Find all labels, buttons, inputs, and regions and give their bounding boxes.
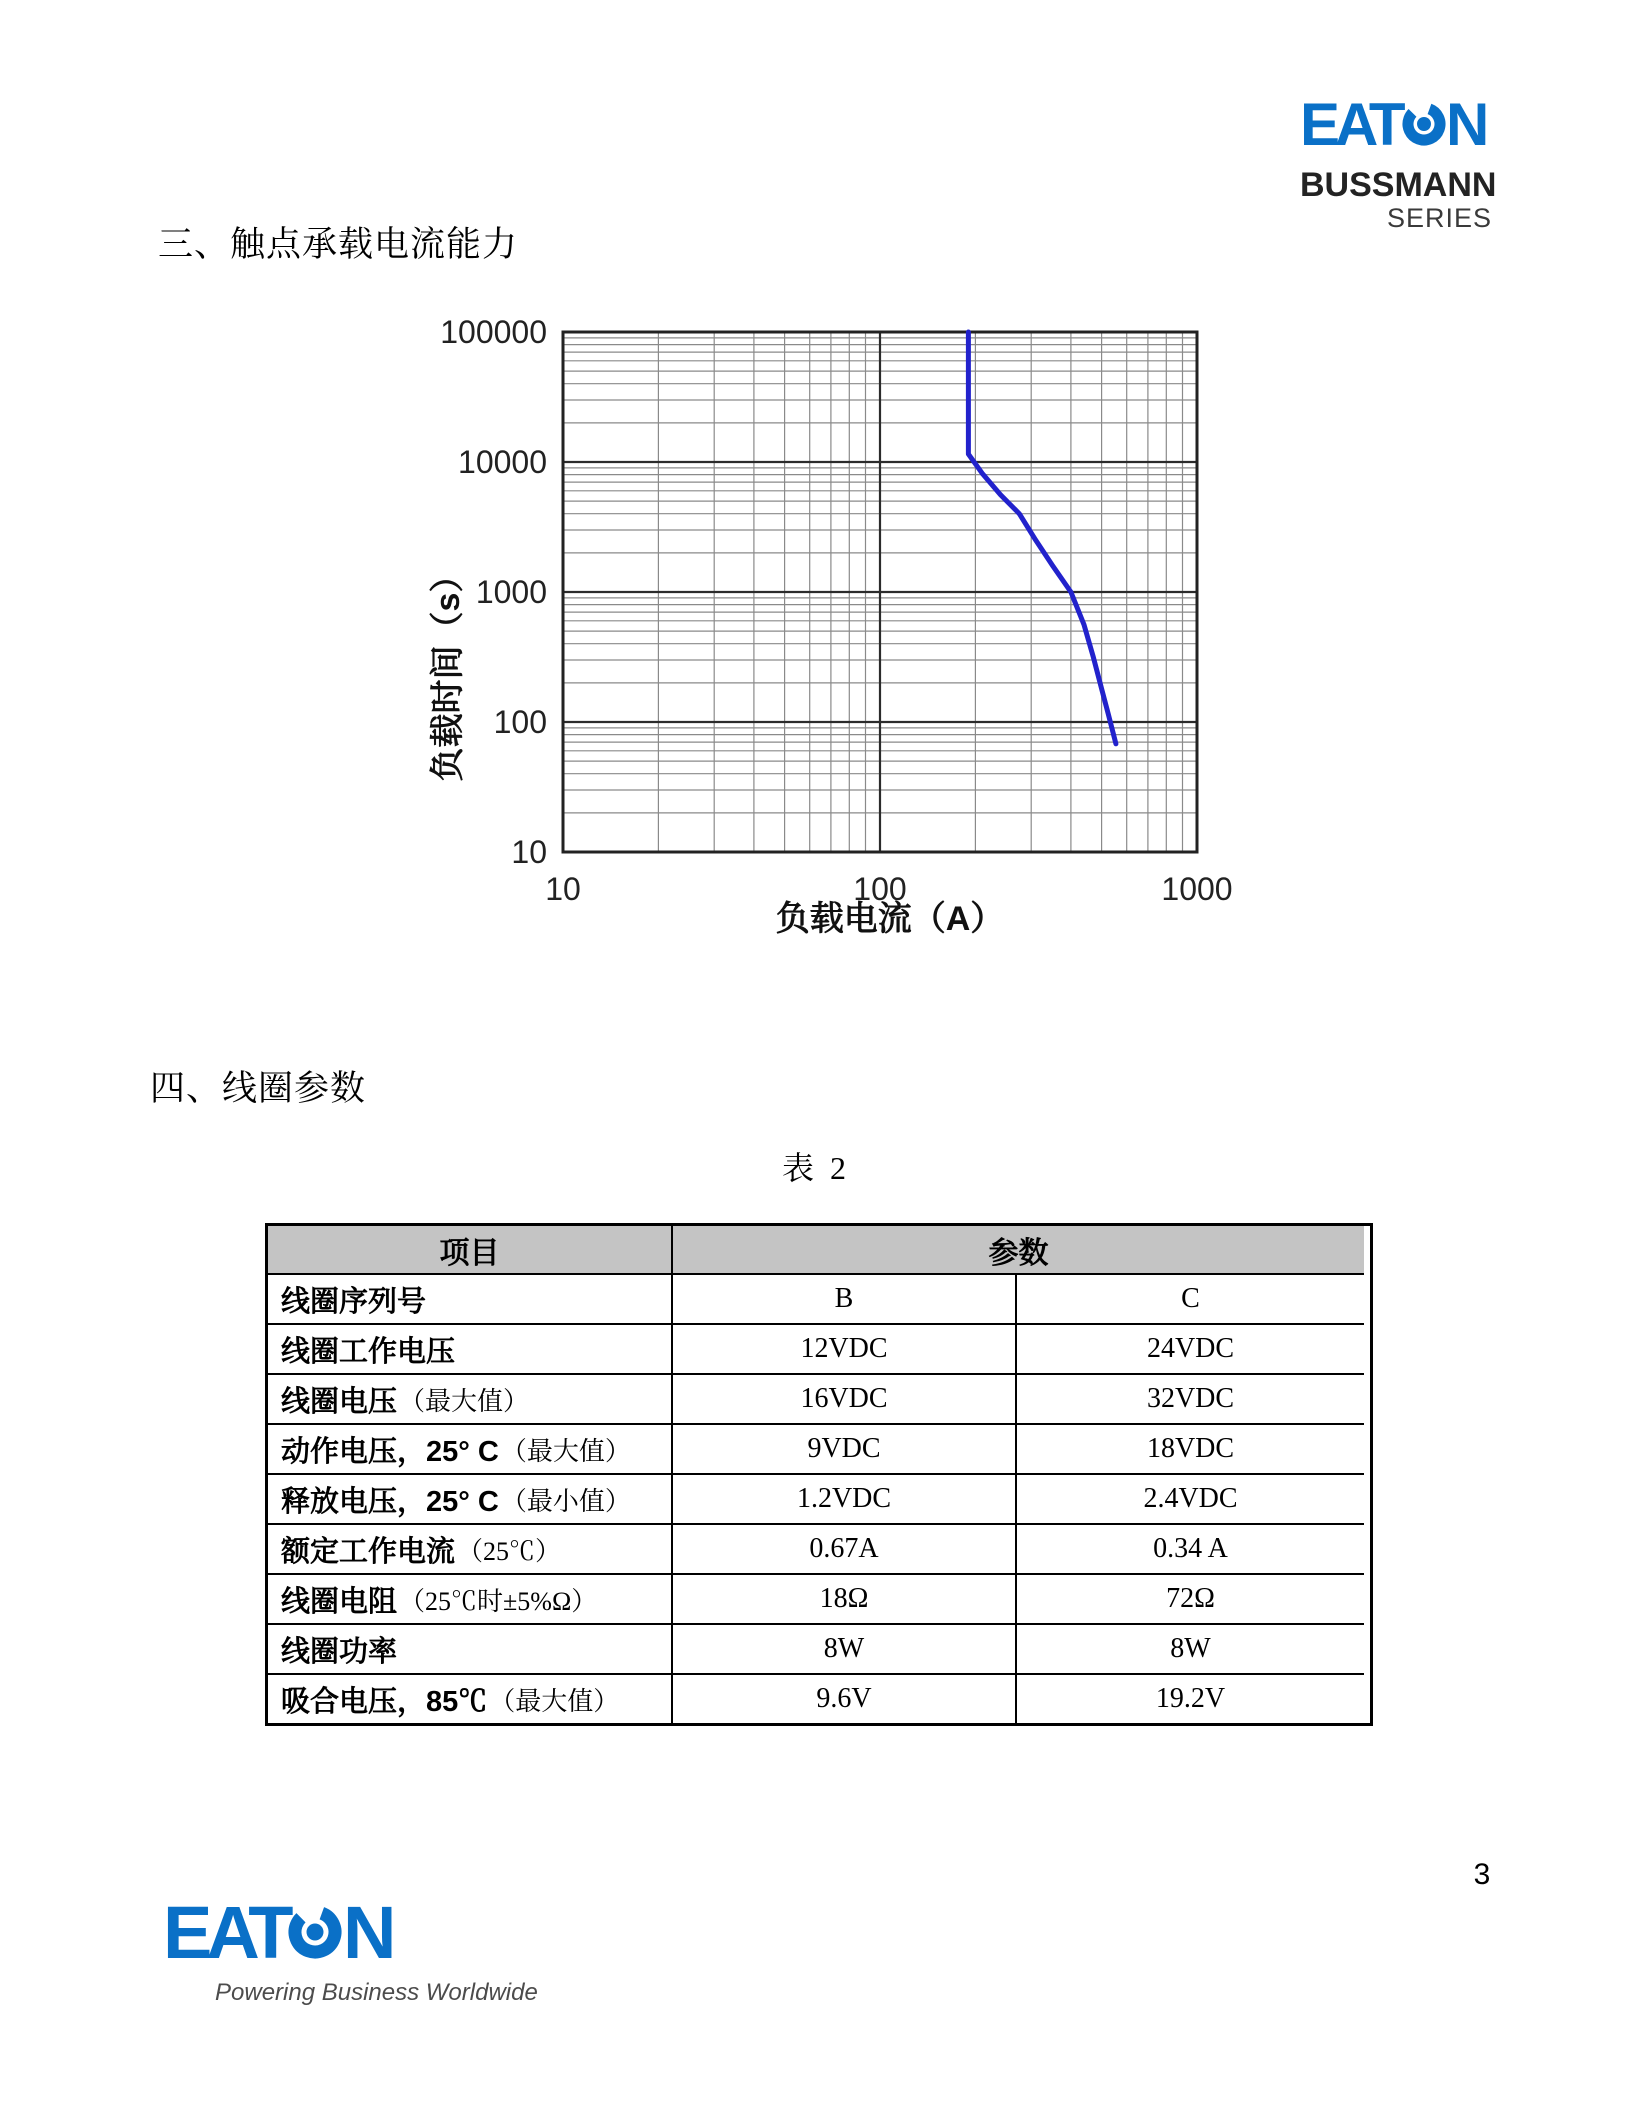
row-label-name: 线圈功率 xyxy=(281,1635,398,1668)
row-label-name: 线圈电压 xyxy=(281,1385,398,1418)
eaton-wordmark-right: N xyxy=(1446,95,1490,153)
value-coil-b: 0.67A xyxy=(671,1523,1015,1573)
value-coil-c: 72Ω xyxy=(1015,1573,1364,1623)
row-label-note: （25℃） xyxy=(457,1536,562,1566)
y-tick-label: 10000 xyxy=(458,444,547,480)
bussmann-label: BUSSMANN xyxy=(1300,166,1497,204)
eaton-footer-brand xyxy=(163,1896,538,2007)
x-axis-title: 负载电流（A） xyxy=(775,900,1005,938)
value-coil-b: 12VDC xyxy=(671,1323,1015,1373)
row-label-name: 吸合电压，85℃ xyxy=(281,1685,488,1718)
y-tick-label: 100000 xyxy=(440,314,547,350)
eaton-wordmark-left: EAT xyxy=(163,1896,288,1966)
eaton-bussmann-brand xyxy=(1300,95,1497,233)
row-label xyxy=(268,1273,671,1323)
row-label xyxy=(268,1323,671,1373)
x-tick-label: 10 xyxy=(545,871,581,907)
value-coil-c: 2.4VDC xyxy=(1015,1473,1364,1523)
eaton-wordmark-right: N xyxy=(343,1896,397,1966)
section-4-heading: 四、线圈参数 xyxy=(150,1069,367,1108)
value-coil-b: 18Ω xyxy=(671,1573,1015,1623)
value-coil-c: 24VDC xyxy=(1015,1323,1364,1373)
eaton-o-dot xyxy=(307,1924,324,1941)
row-label xyxy=(268,1523,671,1573)
row-label-note: （最大值） xyxy=(489,1686,620,1716)
value-coil-c: C xyxy=(1015,1273,1364,1323)
y-tick-label: 100 xyxy=(493,704,547,740)
value-coil-c: 0.34 A xyxy=(1015,1523,1364,1573)
row-label-name: 线圈电阻 xyxy=(281,1585,398,1618)
row-label xyxy=(268,1673,671,1723)
value-coil-b: 16VDC xyxy=(671,1373,1015,1423)
row-label-name: 额定工作电流 xyxy=(281,1535,456,1568)
x-tick-label: 1000 xyxy=(1161,871,1233,907)
value-coil-b: B xyxy=(671,1273,1015,1323)
row-label xyxy=(268,1473,671,1523)
value-coil-b: 1.2VDC xyxy=(671,1473,1015,1523)
series-label: SERIES xyxy=(1386,203,1492,233)
row-label-name: 线圈工作电压 xyxy=(281,1335,456,1368)
y-tick-label: 10 xyxy=(511,834,547,870)
coil-parameter-table xyxy=(265,1223,1373,1726)
row-label-note: （最小值） xyxy=(500,1486,631,1516)
eaton-o-dot xyxy=(1417,117,1431,131)
row-label-name: 动作电压，25° C xyxy=(281,1435,499,1468)
section-3-heading: 三、触点承载电流能力 xyxy=(158,225,519,264)
table-caption: 表 2 xyxy=(781,1150,850,1186)
table-header-param: 参数 xyxy=(671,1226,1364,1273)
load-chart xyxy=(370,295,1250,975)
y-axis-title: 负载时间（s） xyxy=(429,558,467,782)
eaton-logo-icon xyxy=(1300,95,1492,153)
load-chart-figure xyxy=(370,295,1250,975)
eaton-wordmark-left: EAT xyxy=(1300,95,1401,153)
capacity-curve xyxy=(968,332,1116,744)
value-coil-b: 8W xyxy=(671,1623,1015,1673)
eaton-logo-icon xyxy=(163,1896,403,1966)
page-number: 3 xyxy=(1473,1858,1491,1891)
row-label xyxy=(268,1623,671,1673)
row-label xyxy=(268,1423,671,1473)
y-tick-label: 1000 xyxy=(475,574,547,610)
x-tick-label: 100 xyxy=(853,871,907,907)
row-label-note: （最大值） xyxy=(399,1386,530,1416)
value-coil-b: 9.6V xyxy=(671,1673,1015,1723)
row-label-name: 释放电压，25° C xyxy=(281,1485,499,1518)
value-coil-c: 19.2V xyxy=(1015,1673,1364,1723)
table-header-item: 项目 xyxy=(268,1226,671,1273)
value-coil-c: 32VDC xyxy=(1015,1373,1364,1423)
row-label-name: 线圈序列号 xyxy=(281,1285,427,1318)
eaton-tagline: Powering Business Worldwide xyxy=(215,1979,538,2006)
value-coil-c: 18VDC xyxy=(1015,1423,1364,1473)
value-coil-b: 9VDC xyxy=(671,1423,1015,1473)
row-label-note: （最大值） xyxy=(500,1436,631,1466)
value-coil-c: 8W xyxy=(1015,1623,1364,1673)
row-label xyxy=(268,1373,671,1423)
row-label-note: （25℃时±5%Ω） xyxy=(399,1586,598,1616)
row-label xyxy=(268,1573,671,1623)
